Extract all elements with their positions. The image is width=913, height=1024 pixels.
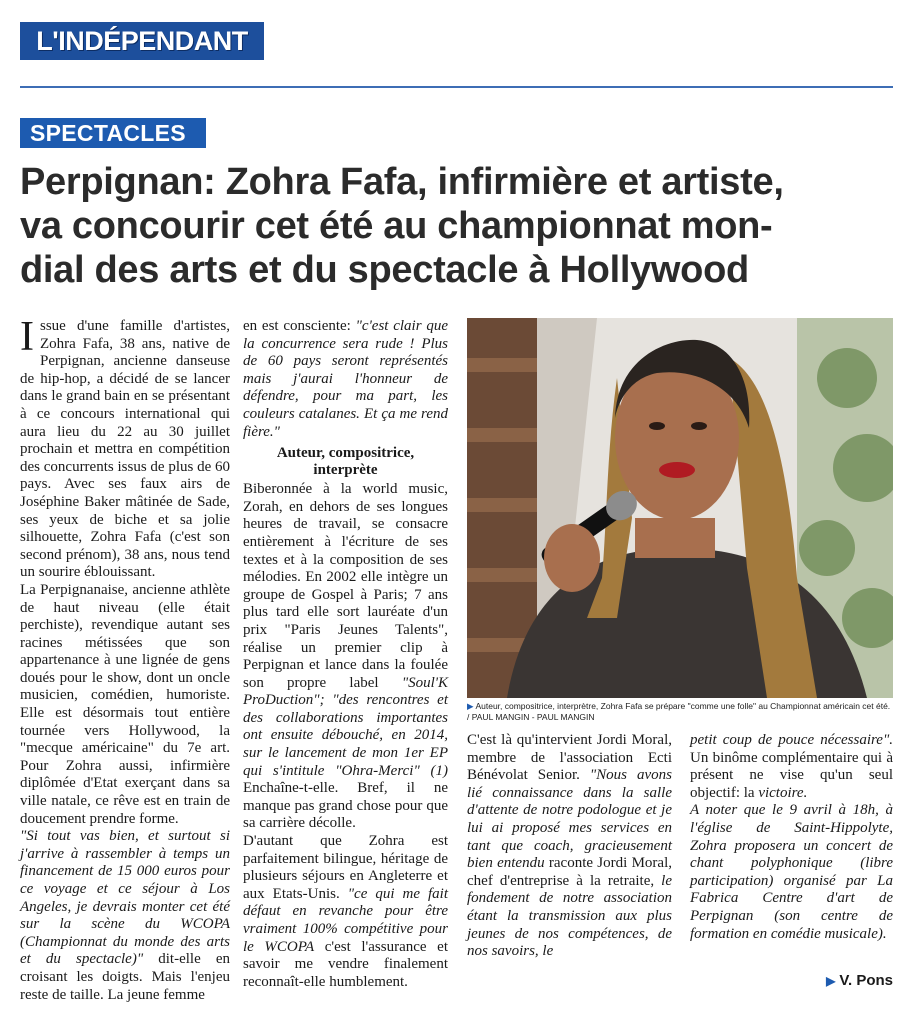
paragraph-text: C'est là qu'intervient Jordi Moral, membre de l'association Ecti Bénévolat Senior.: [467, 732, 672, 784]
paragraph: [243, 481, 448, 833]
headline-line-3: dial des arts et du spectacle à Hollywood: [20, 249, 749, 291]
byline-author: V. Pons: [839, 972, 893, 989]
quote-text: petit coup de pouce nécessaire".: [690, 732, 893, 748]
paragraph: [690, 802, 893, 943]
paragraph-text: La Perpignanaise, ancienne athlète de haut niveau (elle était perchiste), revendique autant ses racines métissées que son appartenance à une lignée de gens doués pour le show, dont un oncle musicien, comédien, humoriste. Elle est désormais tout entière tournée vers Hollywood, la "mecque américaine" du 7e art. Pour Zohra aussi, infirmière diplômée d'Etat exerçant dans sa ville natale, ce rêve est en train de doucement prendre forme.: [20, 581, 230, 827]
article-column-2: [243, 318, 448, 991]
headline: [20, 160, 900, 292]
quote-text: "Soul'K ProDuction"; "des rencontres et des collaborations importantes ont ensuite débouché, en 2014, sur le lancement de mon 1er EP qui s'intitule "Ohra-Merci" (1): [243, 674, 448, 779]
byline: [826, 972, 893, 989]
header-divider: [20, 86, 893, 88]
byline-triangle-icon: ▶: [826, 974, 836, 988]
paragraph-text: ssue d'une famille d'artistes, Zohra Fafa, 38 ans, native de Perpignan, ancienne danseuse de hip-hop, a décidé de se lancer dans le grand bain en se présentant à ce concours international qui aura lieu du 22 au 30 juillet prochain et mettra en compétition des concurrents issus de plus de 60 pays. Avec ses faux airs de Joséphine Baker mâtinée de Sade, ses yeux de biche et sa jolie silhouette, Zohra Fafa (c'est son second prénom), 38 ans, nous tend un sourire éblouissant.: [20, 318, 230, 581]
section-label: SPECTACLES: [20, 118, 206, 148]
subheading: Auteur, compositrice, interprète: [276, 445, 415, 479]
paragraph-text: Un binôme complémentaire qui à présent ne vise qu'un seul objectif: la: [690, 749, 893, 801]
paragraph: [243, 833, 448, 991]
caption-triangle-icon: ▶: [467, 701, 474, 711]
portrait-illustration: [467, 318, 893, 698]
article-column-1: [20, 314, 230, 1004]
quote-text: victoire.: [758, 784, 808, 801]
quote-text: le fondement de notre association étant la transmission aux plus jeunes de nos compétences, de nos savoirs, le: [467, 872, 672, 960]
note-text: A noter que le 9 avril à 18h, à l'église de Saint-Hippolyte, Zohra proposera un concert de chant polyphonique (libre participation) organisé par La Fabrica Centre d'art de Perpignan (son centre de formation en comédie musicale).: [690, 802, 893, 942]
paragraph-text: dit-elle en croisant les doigts. Mais l'enjeu reste de taille. La jeune femme: [20, 951, 230, 1003]
headline-line-1: Perpignan: Zohra Fafa, infirmière et artiste,: [20, 161, 784, 203]
headline-line-2: va concourir cet été au championnat mon-: [20, 205, 773, 247]
article-column-3: [467, 732, 672, 961]
paragraph: [467, 732, 672, 961]
paragraph-text: c'est l'assurance et savoir me vendre finalement reconnaît-elle humblement.: [243, 938, 448, 990]
article-photo: [467, 318, 893, 698]
paragraph: [20, 828, 230, 1004]
quote-text: "Nous avons lié connaissance dans la salle d'attente de notre podologue et je lui ai proposé mes services en tant que coach, gracieusement bien entendu: [467, 767, 672, 872]
paragraph: [20, 582, 230, 828]
quote-text: "Si tout vas bien, et surtout si j'arrive à rassembler à temps un financement de 15 000 euros pour ce voyage et ce séjour à Los Angeles, je devrais monter cet été sur la scène du WCOPA (Championnat du monde des arts et du spectacle)": [20, 828, 230, 968]
quote-text: "c'est clair que la concurrence sera rude ! Plus de 60 pays seront représentés mais j'aurai l'honneur de défendre, pour ma part, les couleurs catalanes. Et ça me rend fière.": [243, 318, 448, 440]
paragraph-text: en est consciente:: [243, 318, 356, 334]
paragraph-text: D'autant que Zohra est parfaitement bilingue, héritage de plusieurs séjours en Angleterre et aux Etats-Unis.: [243, 833, 448, 902]
paragraph: [243, 318, 448, 441]
photo-caption: [467, 701, 893, 723]
masthead-logo: [20, 22, 264, 60]
article-column-4: [690, 732, 893, 943]
paragraph-text: raconte Jordi Moral, chef d'entreprise à la retraite,: [467, 855, 672, 889]
quote-text: "ce qui me fait défaut en revanche pour être vraiment 100% compétitive pour le WCOPA: [243, 885, 448, 955]
drop-cap: I: [20, 314, 34, 360]
caption-text: Auteur, compositrice, interprètre, Zohra Fafa se prépare "comme une folle" au Championnat américain cet été. / PAUL MANGIN - PAUL MANGIN: [467, 701, 891, 722]
masthead-title: L'INDÉPENDANT: [36, 25, 248, 56]
paragraph-text: Enchaîne-t-elle. Bref, il ne manque pas grand chose pour que sa carrière décolle.: [243, 780, 448, 832]
paragraph: [20, 314, 230, 582]
paragraph: [690, 732, 893, 802]
paragraph-text: Biberonnée à la world music, Zorah, en dehors de ses longues heures de travail, se consacre entièrement à l'écriture de ses textes et à la composition de ses mélodies. En 2002 elle intègre un groupe de Gospel à Paris; 7 ans plus tard elle sort lauréate d'un prix "Paris Jeunes Talents", réalise un premier clip à Perpignan et lance dans la foulée son propre label: [243, 481, 448, 691]
